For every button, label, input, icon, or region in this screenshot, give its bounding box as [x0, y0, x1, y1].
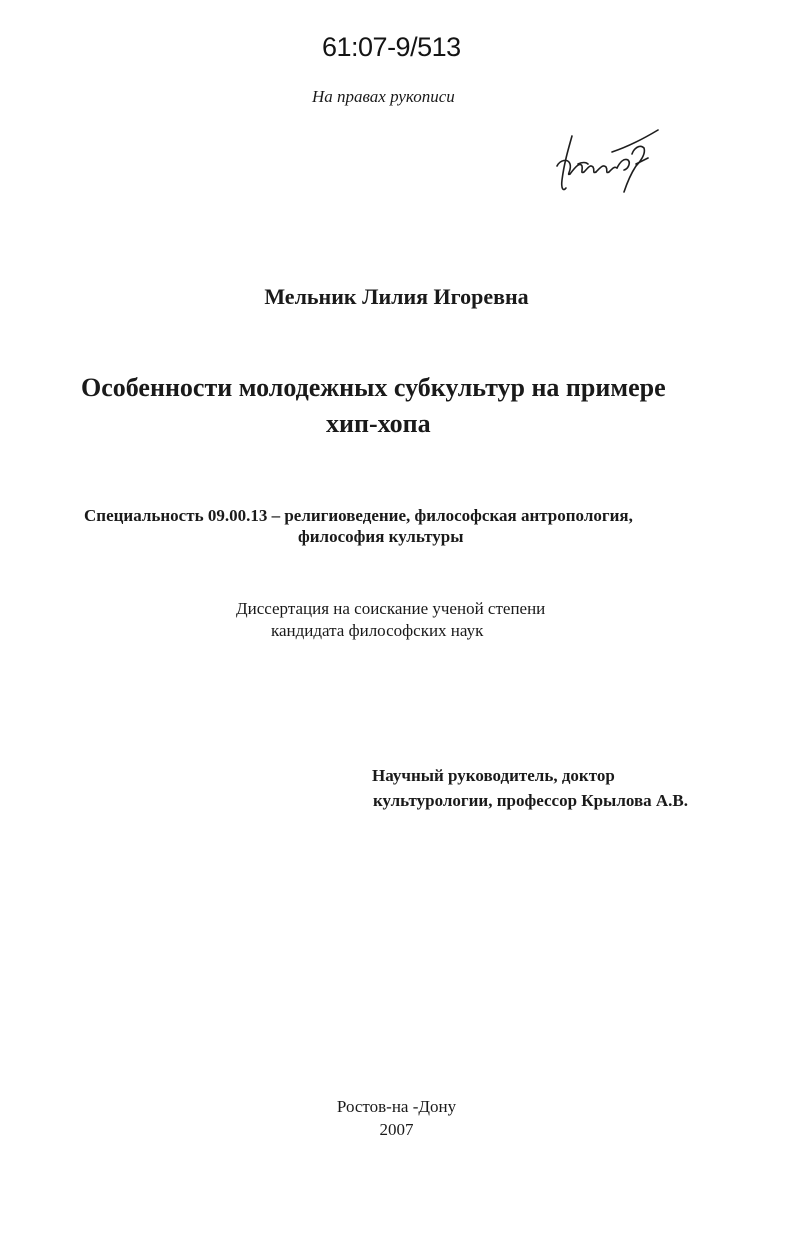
advisor-line-1: Научный руководитель, доктор [372, 766, 615, 785]
degree-line-2: кандидата философских наук [271, 621, 484, 640]
handwritten-signature [548, 122, 666, 200]
dissertation-title-line-2: хип-хопа [326, 409, 431, 438]
archive-code: 61:07-9/513 [322, 32, 461, 62]
dissertation-title-line-1: Особенности молодежных субкультур на примере [81, 373, 666, 402]
specialty-line-2: философия культуры [298, 527, 464, 546]
manuscript-note: На правах рукописи [312, 87, 455, 106]
advisor-line-2: культурологии, профессор Крылова А.В. [373, 791, 688, 810]
year: 2007 [379, 1120, 414, 1139]
city: Ростов-на -Дону [336, 1097, 457, 1116]
degree-line-1: Диссертация на соискание ученой степени [236, 599, 546, 618]
specialty-line-1: Специальность 09.00.13 – религиоведение, философская антропология, [84, 506, 633, 525]
author-name: Мельник Лилия Игоревна [264, 284, 529, 309]
